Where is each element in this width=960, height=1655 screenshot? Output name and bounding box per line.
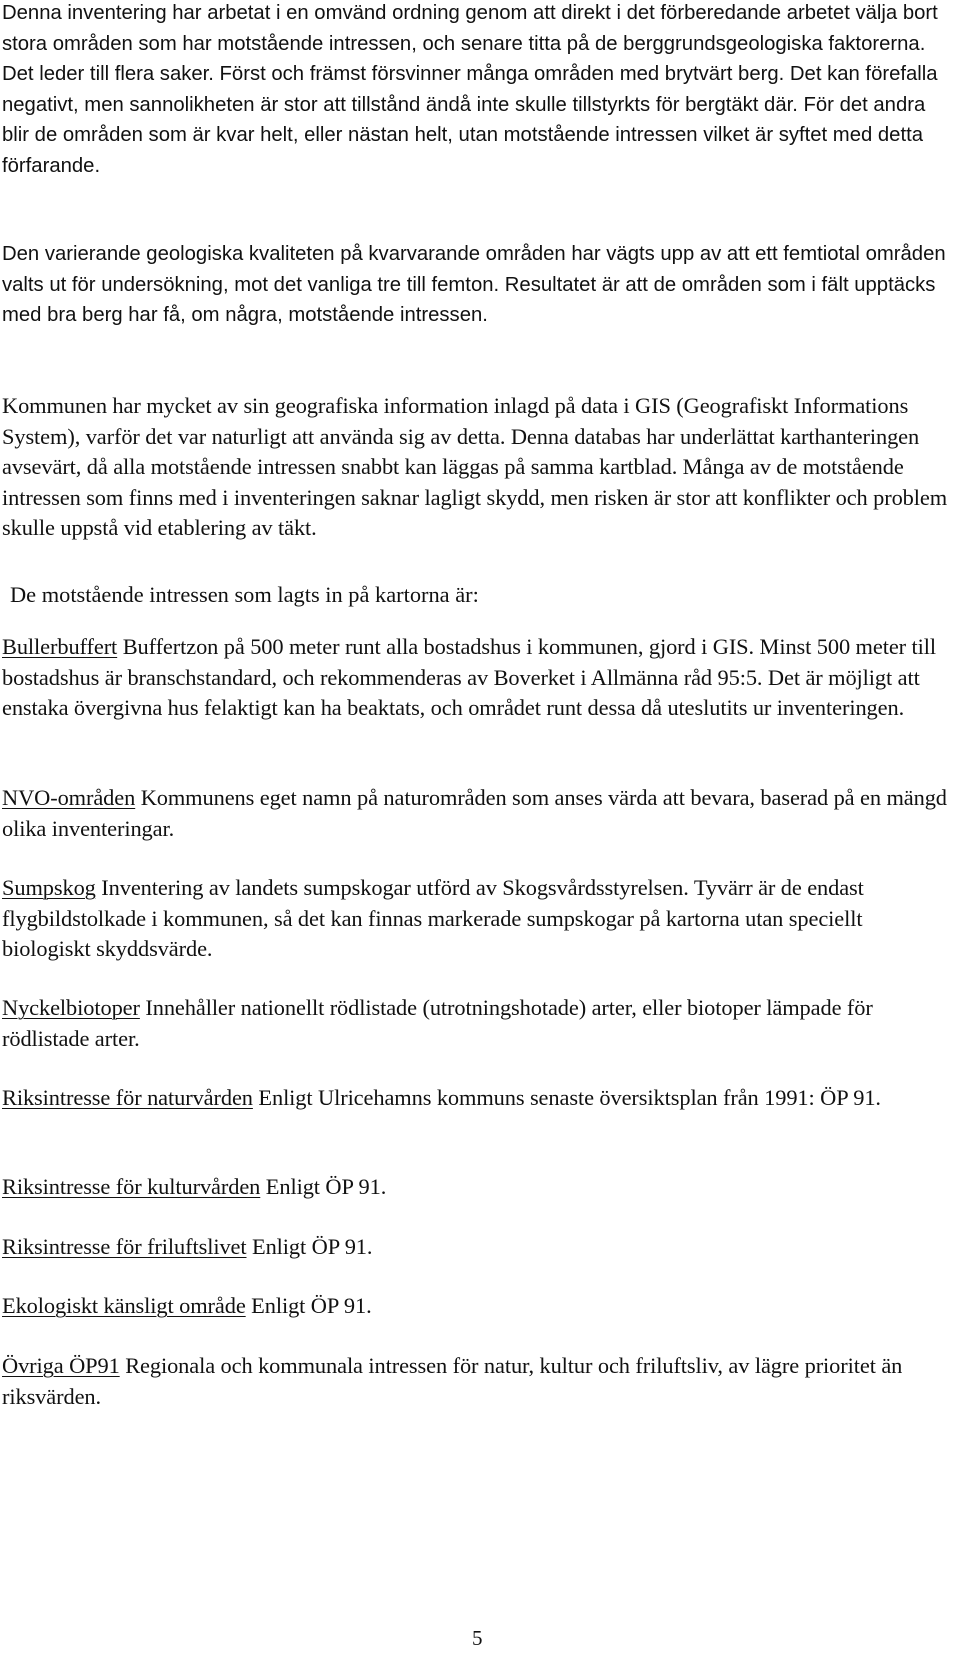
term-sumpskog: Sumpskog	[2, 875, 96, 900]
definition-bullerbuffert	[2, 632, 952, 724]
term-bullerbuffert: Bullerbuffert	[2, 634, 118, 659]
term-riksintresse-kulturvarden: Riksintresse för kulturvården	[2, 1174, 261, 1199]
definition-nvo-omraden	[2, 783, 952, 844]
definition-riksintresse-friluftslivet	[2, 1232, 952, 1263]
term-nvo-omraden: NVO-områden	[2, 785, 136, 810]
definition-sumpskog	[2, 873, 952, 965]
definition-text-nyckelbiotoper: Innehåller nationellt rödlistade (utrotningshotade) arter, eller biotoper lämpade för rödlistade arter.	[2, 995, 873, 1051]
gis-paragraph-text: Kommunen har mycket av sin geografiska information inlagd på data i GIS (Geografiskt Informations System), varför det var naturligt att använda sig av detta. Denna databas har underlättat karthanteringen avsevärt, då alla motstående intressen snabbt kan läggas på samma kartblad. Många av de motstående intressen som finns med i inventeringen saknar lagligt skydd, men risken är stor att konflikter och problem skulle uppstå vid etablering av täkt.	[2, 393, 948, 540]
definition-riksintresse-naturvarden	[2, 1083, 952, 1114]
definition-text-ovriga-op91: Regionala och kommunala intressen för natur, kultur och friluftsliv, av lägre prioritet än riksvärden.	[2, 1353, 903, 1409]
term-ekologiskt-kansligt-omrade: Ekologiskt känsligt område	[2, 1293, 246, 1318]
definition-text-riksintresse-naturvarden: Enligt Ulricehamns kommuns senaste översiktsplan från 1991: ÖP 91.	[258, 1085, 881, 1110]
intro-paragraph	[2, 0, 952, 181]
definition-text-nvo-omraden: Kommunens eget namn på naturområden som anses värda att bevara, baserad på en mängd olika inventeringar.	[2, 785, 947, 841]
definition-nyckelbiotoper	[2, 993, 952, 1054]
definition-text-riksintresse-friluftslivet: Enligt ÖP 91.	[252, 1234, 373, 1259]
page-number: 5	[472, 1626, 483, 1650]
term-riksintresse-friluftslivet: Riksintresse för friluftslivet	[2, 1234, 247, 1259]
term-ovriga-op91: Övriga ÖP91	[2, 1353, 120, 1378]
definition-text-ekologiskt-kansligt-omrade: Enligt ÖP 91.	[251, 1293, 372, 1318]
definition-ekologiskt-kansligt-omrade	[2, 1291, 952, 1322]
definition-ovriga-op91	[2, 1351, 952, 1412]
definition-riksintresse-kulturvarden	[2, 1172, 952, 1203]
gis-paragraph	[2, 391, 952, 544]
term-nyckelbiotoper: Nyckelbiotoper	[2, 995, 140, 1020]
term-riksintresse-naturvarden: Riksintresse för naturvården	[2, 1085, 253, 1110]
intro-paragraph-text: Denna inventering har arbetat i en omvänd ordning genom att direkt i det förberedande arbetet välja bort stora områden som har motstående intressen, och senare titta på de berggrundsgeologiska faktorerna. Det leder till flera saker. Först och främst försvinner många områden med brytvärt berg. Det kan förefalla negativt, men sannolikheten är stor att tillstånd ändå inte skulle tillstyrkts för bergtäkt där. För det andra blir de områden som är kvar helt, eller nästan helt, utan motstående intressen vilket är syftet med detta förfarande.	[2, 2, 938, 177]
list-heading: De motstående intressen som lagts in på kartorna är:	[10, 582, 479, 607]
definition-text-riksintresse-kulturvarden: Enligt ÖP 91.	[265, 1174, 387, 1199]
definition-text-bullerbuffert: Buffertzon på 500 meter runt alla bostadshus i kommunen, gjord i GIS. Minst 500 meter till bostadshus är branschstandard, och rekommenderas av Boverket i Allmänna råd 95:5. Det är möjligt att enstaka övergivna hus felaktigt kan ha beaktats, och området runt dessa då uteslutits ur inventeringen.	[2, 634, 937, 720]
quality-paragraph	[2, 239, 952, 331]
quality-paragraph-text: Den varierande geologiska kvaliteten på kvarvarande områden har vägts upp av att ett femtiotal områden valts ut för undersökning, mot det vanliga tre till femton. Resultatet är att de områden som i fält upptäcks med bra berg har få, om några, motstående intressen.	[2, 243, 946, 326]
definition-text-sumpskog: Inventering av landets sumpskogar utförd av Skogsvårdsstyrelsen. Tyvärr är de endast flygbildstolkade i kommunen, så det kan finnas markerade sumpskogar på kartorna utan speciellt biologiskt skyddsvärde.	[2, 875, 864, 961]
